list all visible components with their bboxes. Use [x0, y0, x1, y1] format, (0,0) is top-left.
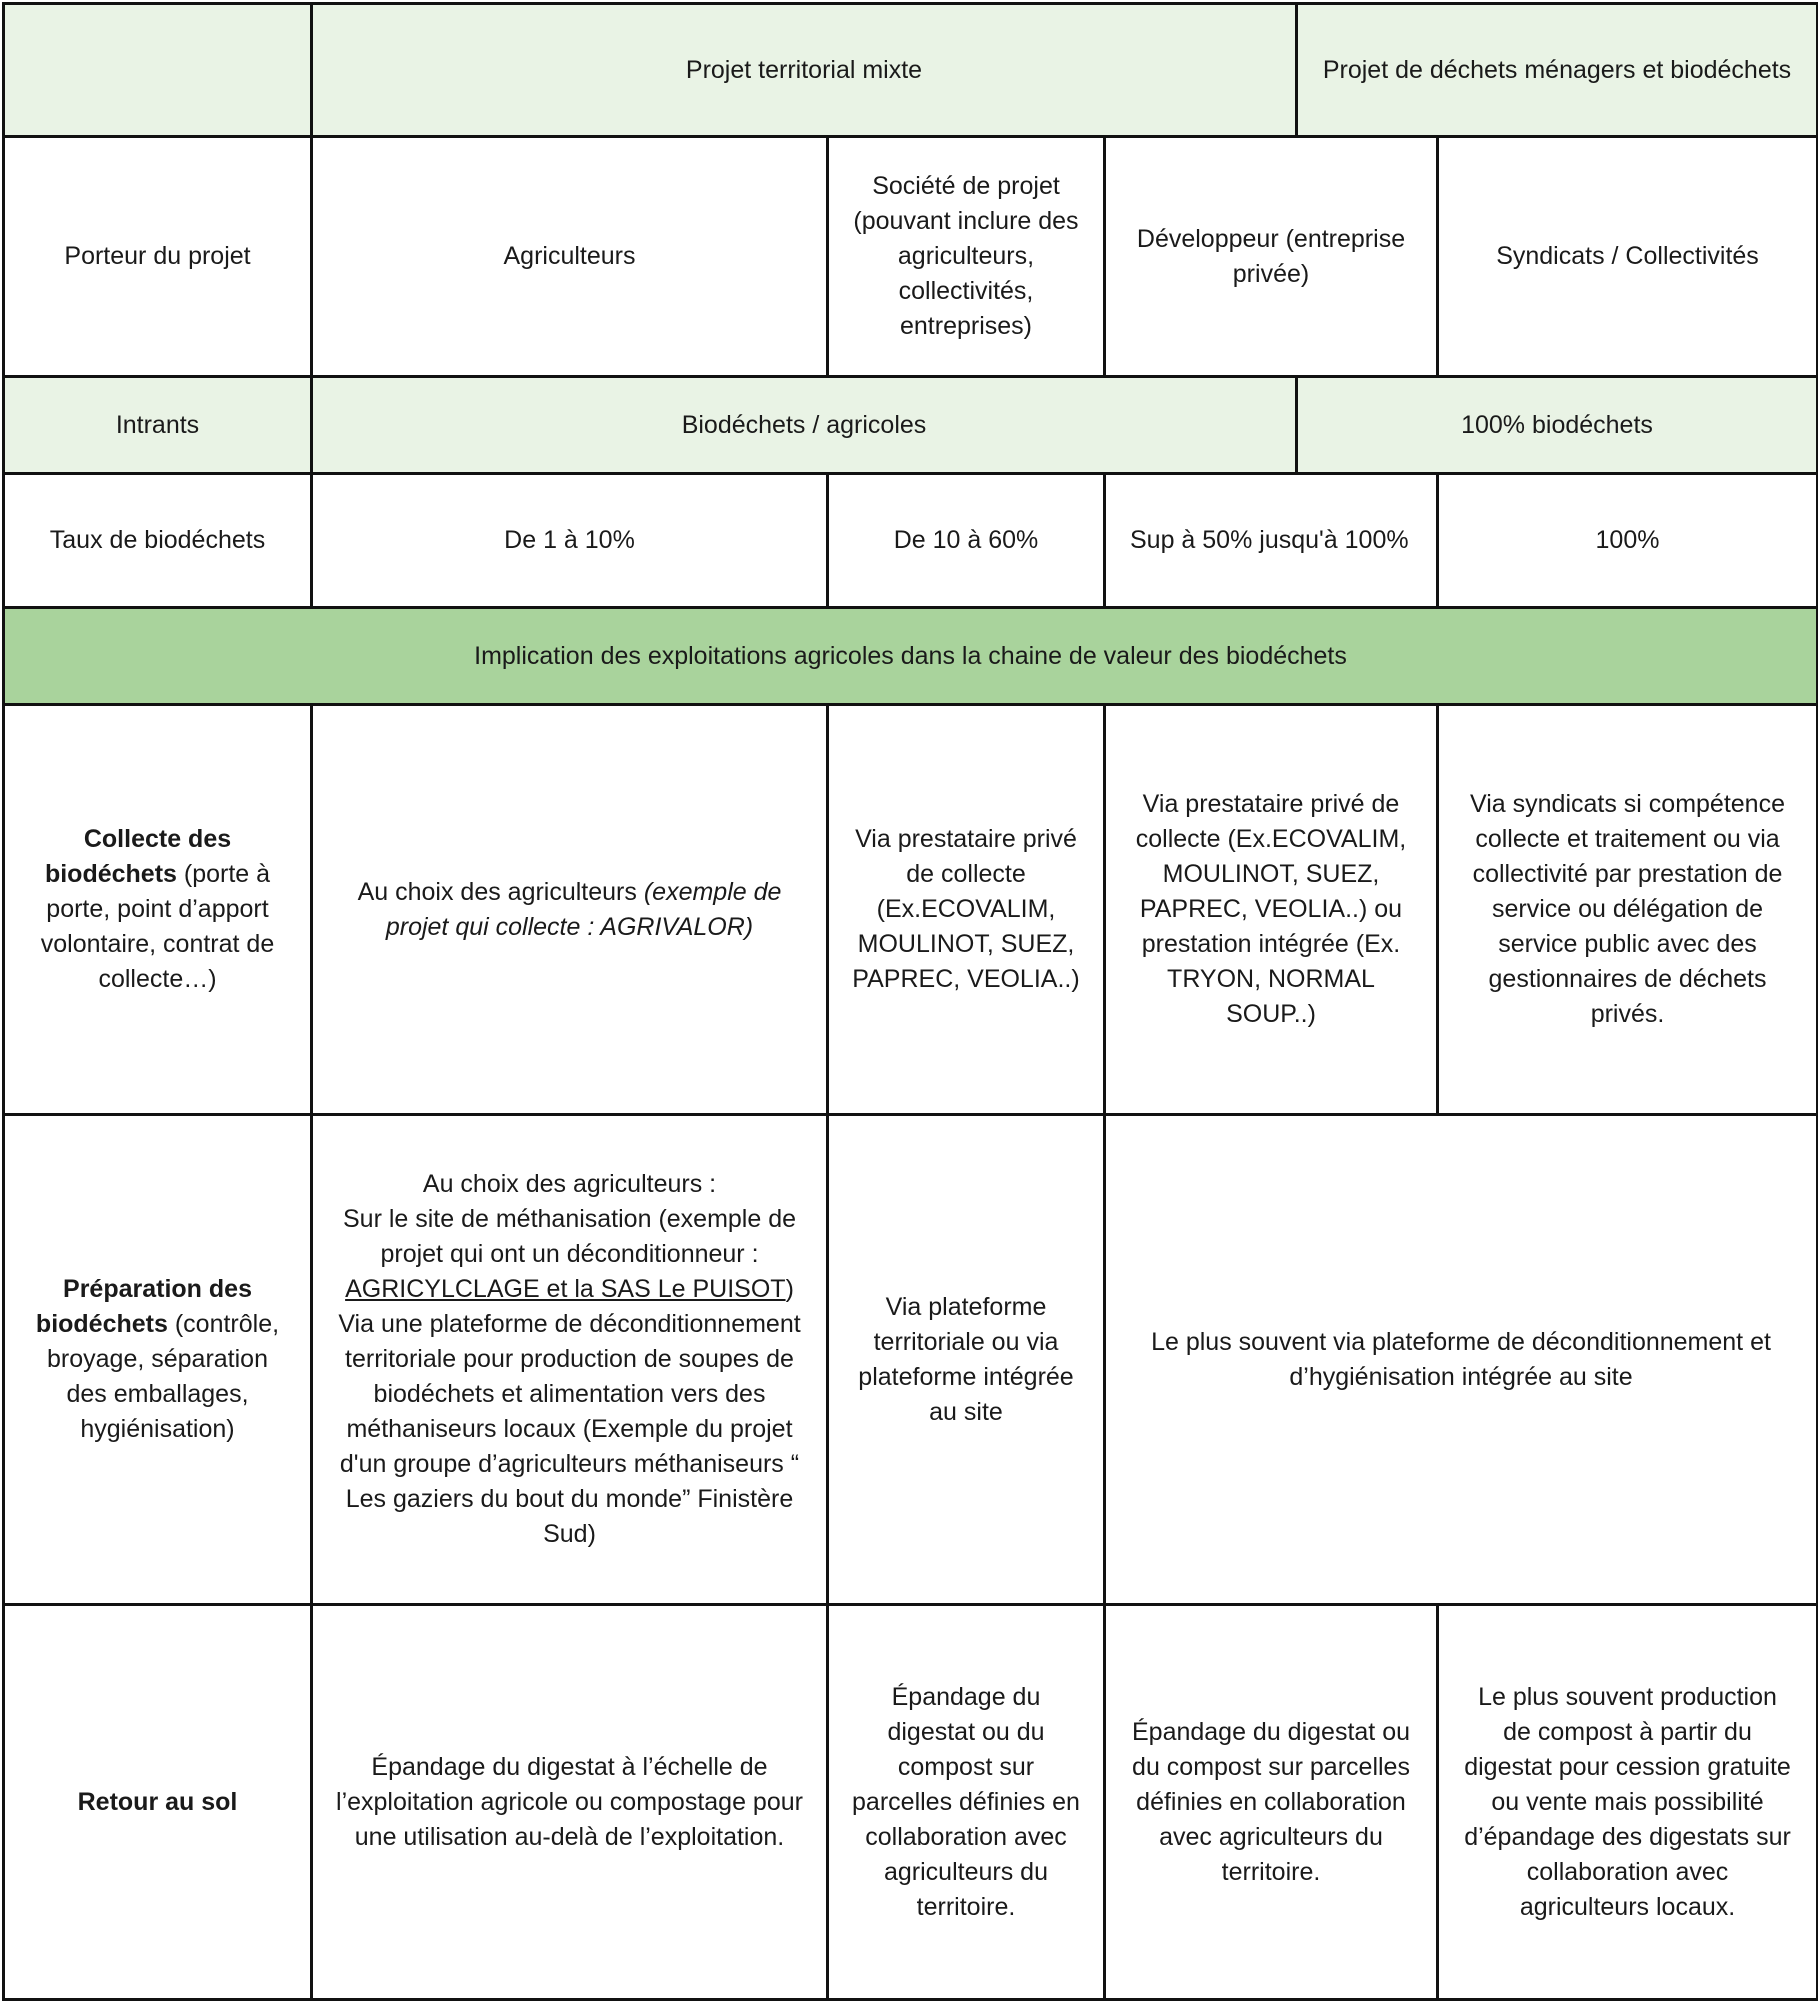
preparation-agri-part3: Via une plateforme de déconditionnement territoriale pour production de soupes de biodéchets et alimentation vers des méthaniseurs locaux (Exemple du projet d'un groupe d’agriculteurs méthaniseurs “ Les gaziers du bout du monde” Finistère Sud) [338, 1310, 801, 1548]
collecte-agriculteurs-example: (exemple de projet qui collecte : AGRIVALOR) [385, 877, 782, 941]
preparation-label-rest: (contrôle, broyage, séparation des emballages, hygiénisation) [47, 1310, 280, 1443]
collecte-label-bold: Collecte des biodéchets [44, 825, 232, 888]
collecte-agriculteurs-text: Au choix des agriculteurs [357, 877, 644, 906]
intrants-mixed: Biodéchets / agricoles [312, 377, 1297, 474]
collecte-row [4, 705, 1818, 1115]
preparation-label [4, 1115, 312, 1605]
taux-row [4, 474, 1818, 608]
porteur-label: Porteur du projet [4, 137, 312, 377]
preparation-agri-part2: Sur le site de méthanisation (exemple de projet qui ont un déconditionneur : [342, 1205, 797, 1268]
collecte-societe: Via prestataire privé de collecte (Ex.ECOVALIM, MOULINOT, SUEZ, PAPREC, VEOLIA..) [828, 705, 1105, 1115]
preparation-agri-close: ) [785, 1275, 794, 1303]
collecte-developpeur: Via prestataire privé de collecte (Ex.ECOVALIM, MOULINOT, SUEZ, PAPREC, VEOLIA..) ou prestation intégrée (Ex. TRYON, NORMAL SOUP..) [1105, 705, 1438, 1115]
section-title: Implication des exploitations agricoles dans la chaine de valeur des biodéchets [4, 608, 1818, 705]
collecte-agriculteurs [312, 705, 828, 1115]
preparation-developpeur-syndicats: Le plus souvent via plateforme de déconditionnement et d’hygiénisation intégrée au site [1105, 1115, 1818, 1605]
preparation-agri-projects-link: AGRICYLCLAGE et la SAS Le PUISOT [345, 1275, 786, 1303]
porteur-agriculteurs: Agriculteurs [312, 137, 828, 377]
porteur-syndicats: Syndicats / Collectivités [1438, 137, 1818, 377]
taux-syndicats: 100% [1438, 474, 1818, 608]
comparison-table [2, 2, 1818, 2001]
retour-label [4, 1605, 312, 2000]
collecte-label [4, 705, 312, 1115]
taux-societe: De 10 à 60% [828, 474, 1105, 608]
taux-developpeur: Sup à 50% jusqu'à 100% [1105, 474, 1438, 608]
retour-row [4, 1605, 1818, 2000]
preparation-societe: Via plateforme territoriale ou via plateforme intégrée au site [828, 1115, 1105, 1605]
intrants-household: 100% biodéchets [1297, 377, 1818, 474]
porteur-developpeur: Développeur (entreprise privée) [1105, 137, 1438, 377]
preparation-label-bold: Préparation des biodéchets [35, 1275, 252, 1338]
preparation-agriculteurs [312, 1115, 828, 1605]
retour-syndicats: Le plus souvent production de compost à partir du digestat pour cession gratuite ou vente mais possibilité d’épandage des digestats sur collaboration avec agriculteurs locaux. [1438, 1605, 1818, 2000]
section-title-row [4, 608, 1818, 705]
collecte-label-rest: (porte à porte, point d’apport volontaire, contrat de collecte…) [40, 860, 275, 993]
collecte-syndicats: Via syndicats si compétence collecte et traitement ou via collectivité par prestation de service ou délégation de service public avec des gestionnaires de déchets privés. [1438, 705, 1818, 1115]
header-household-project: Projet de déchets ménagers et biodéchets [1297, 4, 1818, 137]
retour-agriculteurs: Épandage du digestat à l’échelle de l’exploitation agricole ou compostage pour une utilisation au-delà de l’exploitation. [312, 1605, 828, 2000]
porteur-societe: Société de projet (pouvant inclure des agriculteurs, collectivités, entreprises) [828, 137, 1105, 377]
retour-label-bold: Retour au sol [77, 1787, 238, 1816]
header-mixed-project: Projet territorial mixte [312, 4, 1297, 137]
intrants-row [4, 377, 1818, 474]
taux-agriculteurs: De 1 à 10% [312, 474, 828, 608]
retour-developpeur: Épandage du digestat ou du compost sur parcelles définies en collaboration avec agriculteurs du territoire. [1105, 1605, 1438, 2000]
header-row [4, 4, 1818, 137]
intrants-label: Intrants [4, 377, 312, 474]
porteur-row [4, 137, 1818, 377]
taux-label: Taux de biodéchets [4, 474, 312, 608]
preparation-agri-line1: Au choix des agriculteurs : [422, 1170, 717, 1198]
preparation-row [4, 1115, 1818, 1605]
retour-societe: Épandage du digestat ou du compost sur parcelles définies en collaboration avec agriculteurs du territoire. [828, 1605, 1105, 2000]
header-corner-cell [4, 4, 312, 137]
